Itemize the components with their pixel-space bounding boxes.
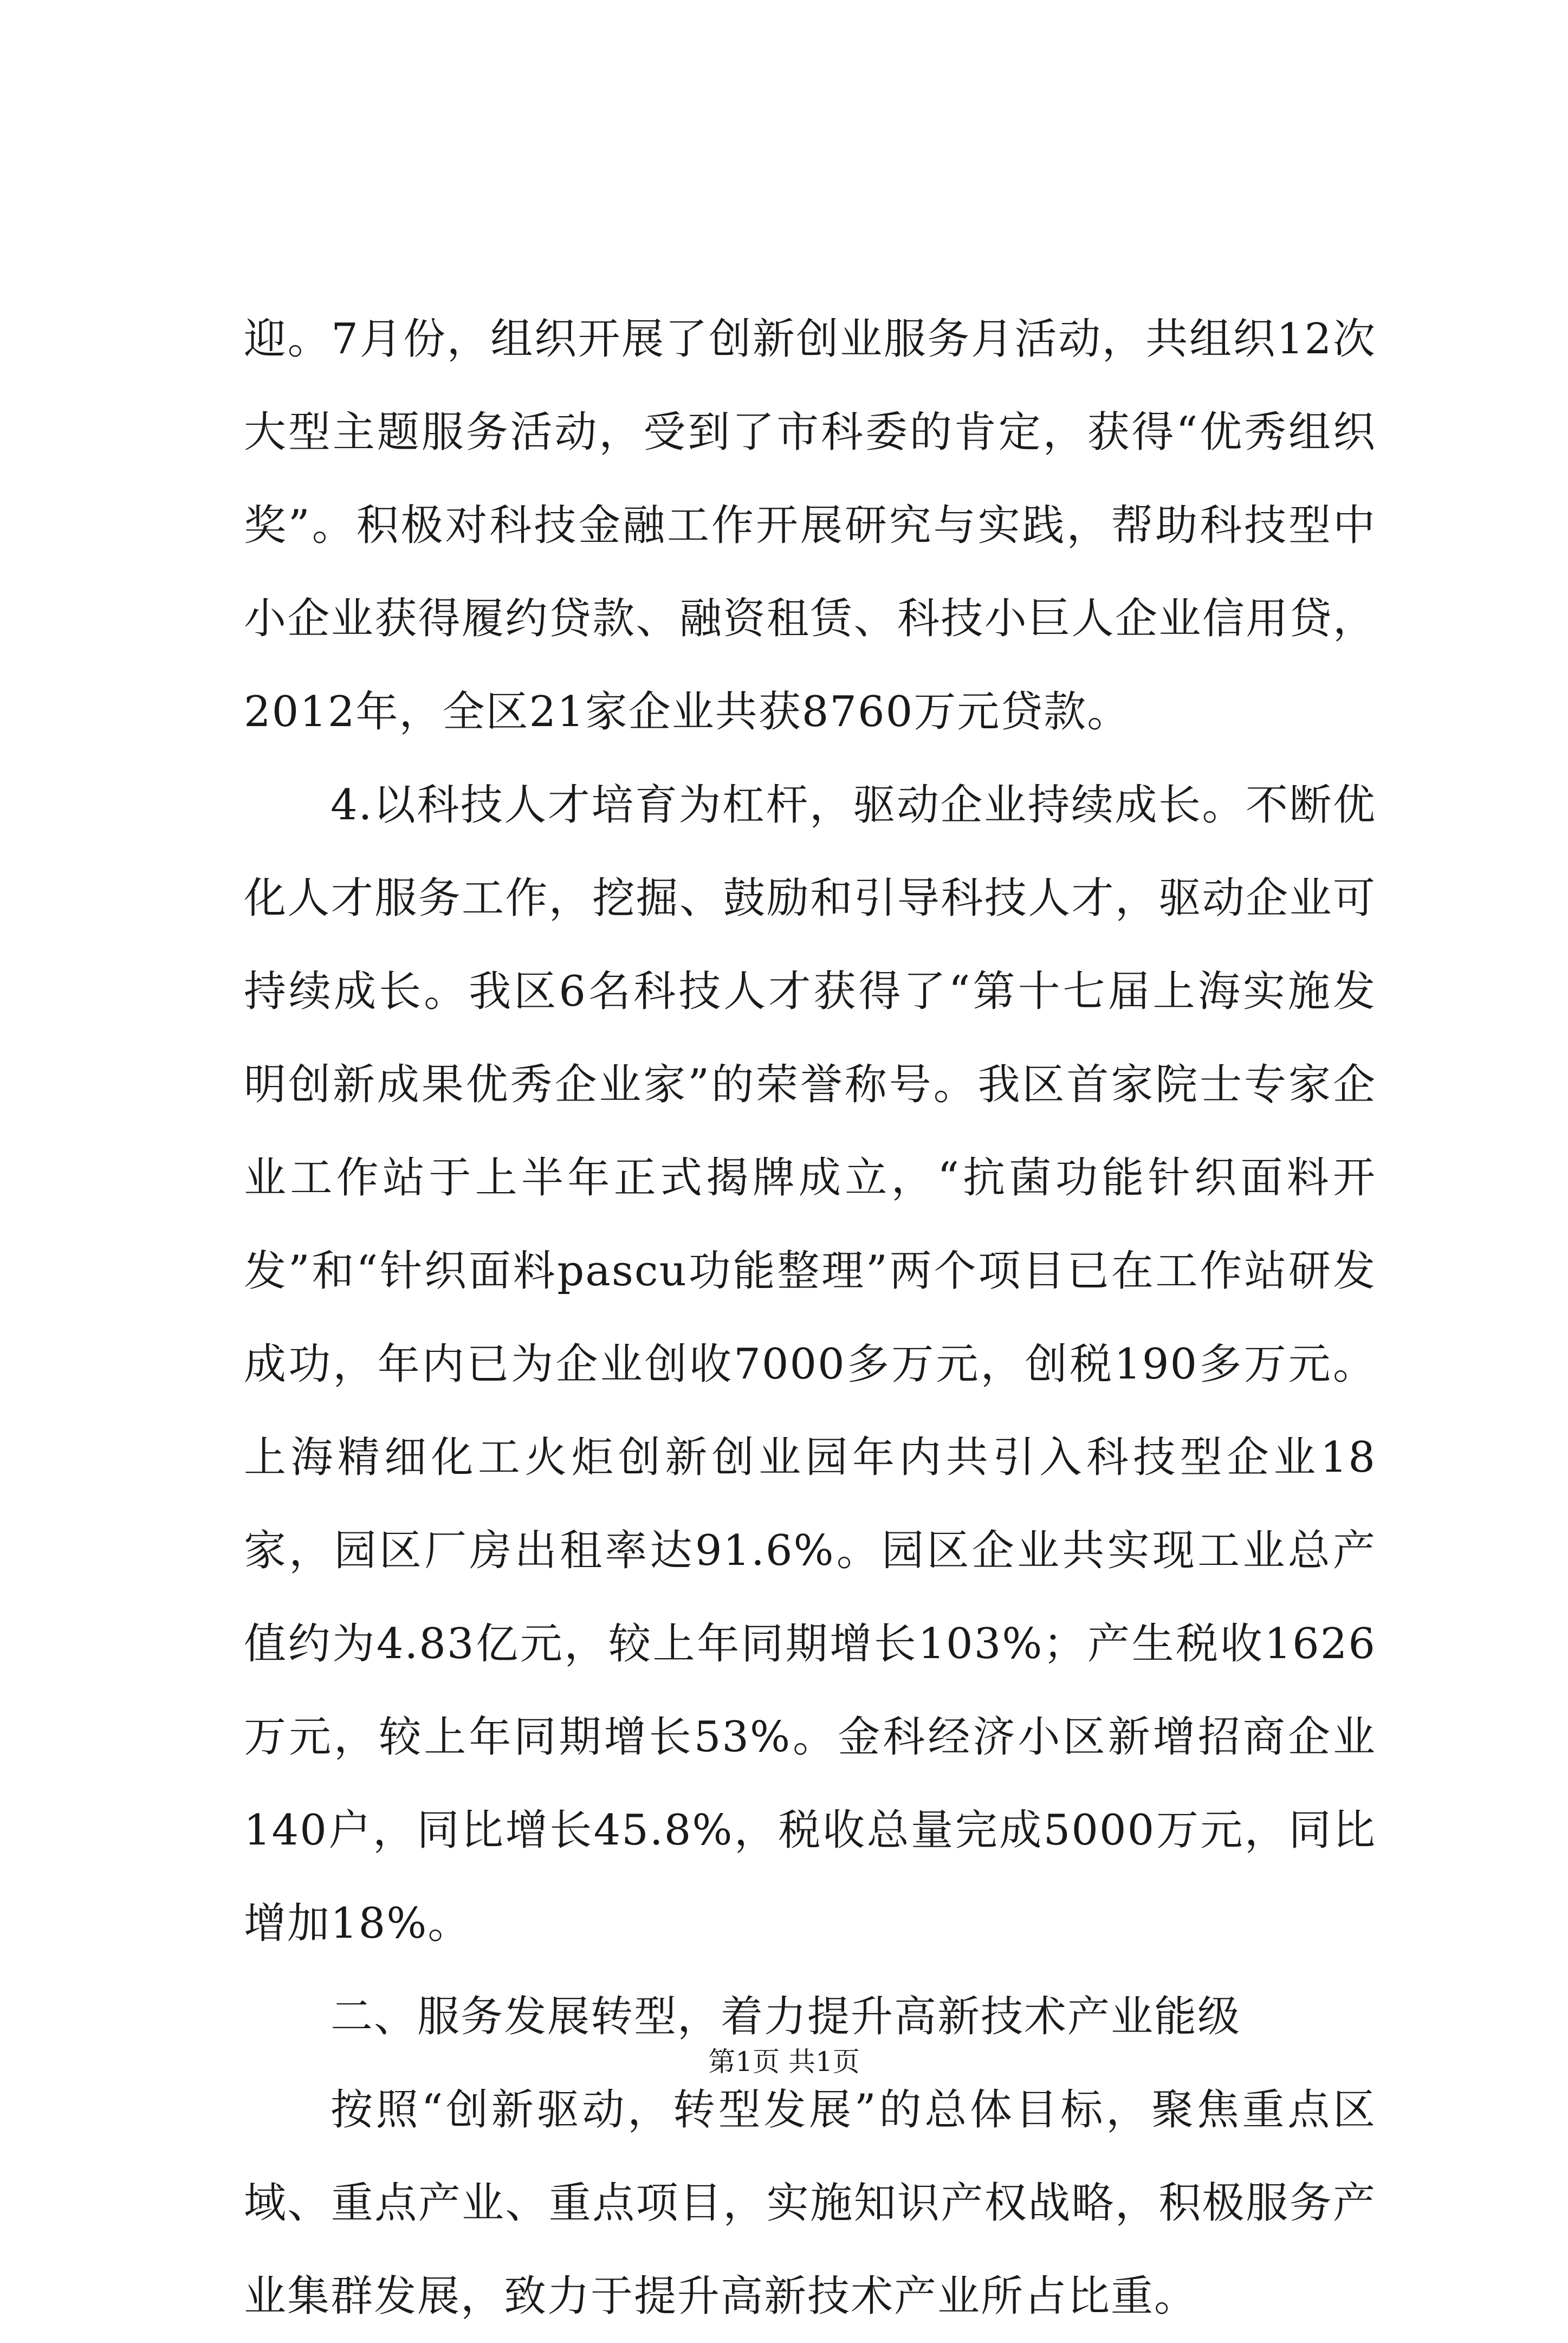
paragraph-section-intro: 按照“创新驱动，转型发展”的总体目标，聚焦重点区域、重点产业、重点项目，实施知识产权战略，积极服务产业集群发展，致力于提升高新技术产业所占比重。 — [244, 2086, 1376, 2321]
paragraph-continuation: 迎。7月份，组织开展了创新创业服务月活动，共组织12次大型主题服务活动，受到了市科委的肯定，获得“优秀组织奖”。积极对科技金融工作开展研究与实践，帮助科技型中小企业获得履约贷款、融资租赁、科技小巨人企业信用贷，2012年，全区21家企业共获8760万元贷款。 — [244, 315, 1376, 736]
document-body — [244, 293, 1376, 2343]
page-footer: 第1页 共1页 — [708, 2046, 860, 2077]
section-heading: 二、服务发展转型，着力提升高新技术产业能级 — [331, 1992, 1241, 2041]
paragraph-talent-cultivation: 4.以科技人才培育为杠杆，驱动企业持续成长。不断优化人才服务工作，挖掘、鼓励和引导科技人才，驱动企业可持续成长。我区6名科技人才获得了“第十七届上海实施发明创新成果优秀企业家”的荣誉称号。我区首家院士专家企业工作站于上半年正式揭牌成立，“抗菌功能针织面料开发”和“针织面料pascu功能整理”两个项目已在工作站研发成功，年内已为企业创收7000多万元，创税190多万元。上海精细化工火炬创新创业园年内共引入科技型企业18家，园区厂房出租率达91.6%。园区企业共实现工业总产值约为4.83亿元，较上年同期增长103%；产生税收1626万元，较上年同期增长53%。金科经济小区新增招商企业140户，同比增长45.8%，税收总量完成5000万元，同比增加18%。 — [244, 781, 1376, 1948]
